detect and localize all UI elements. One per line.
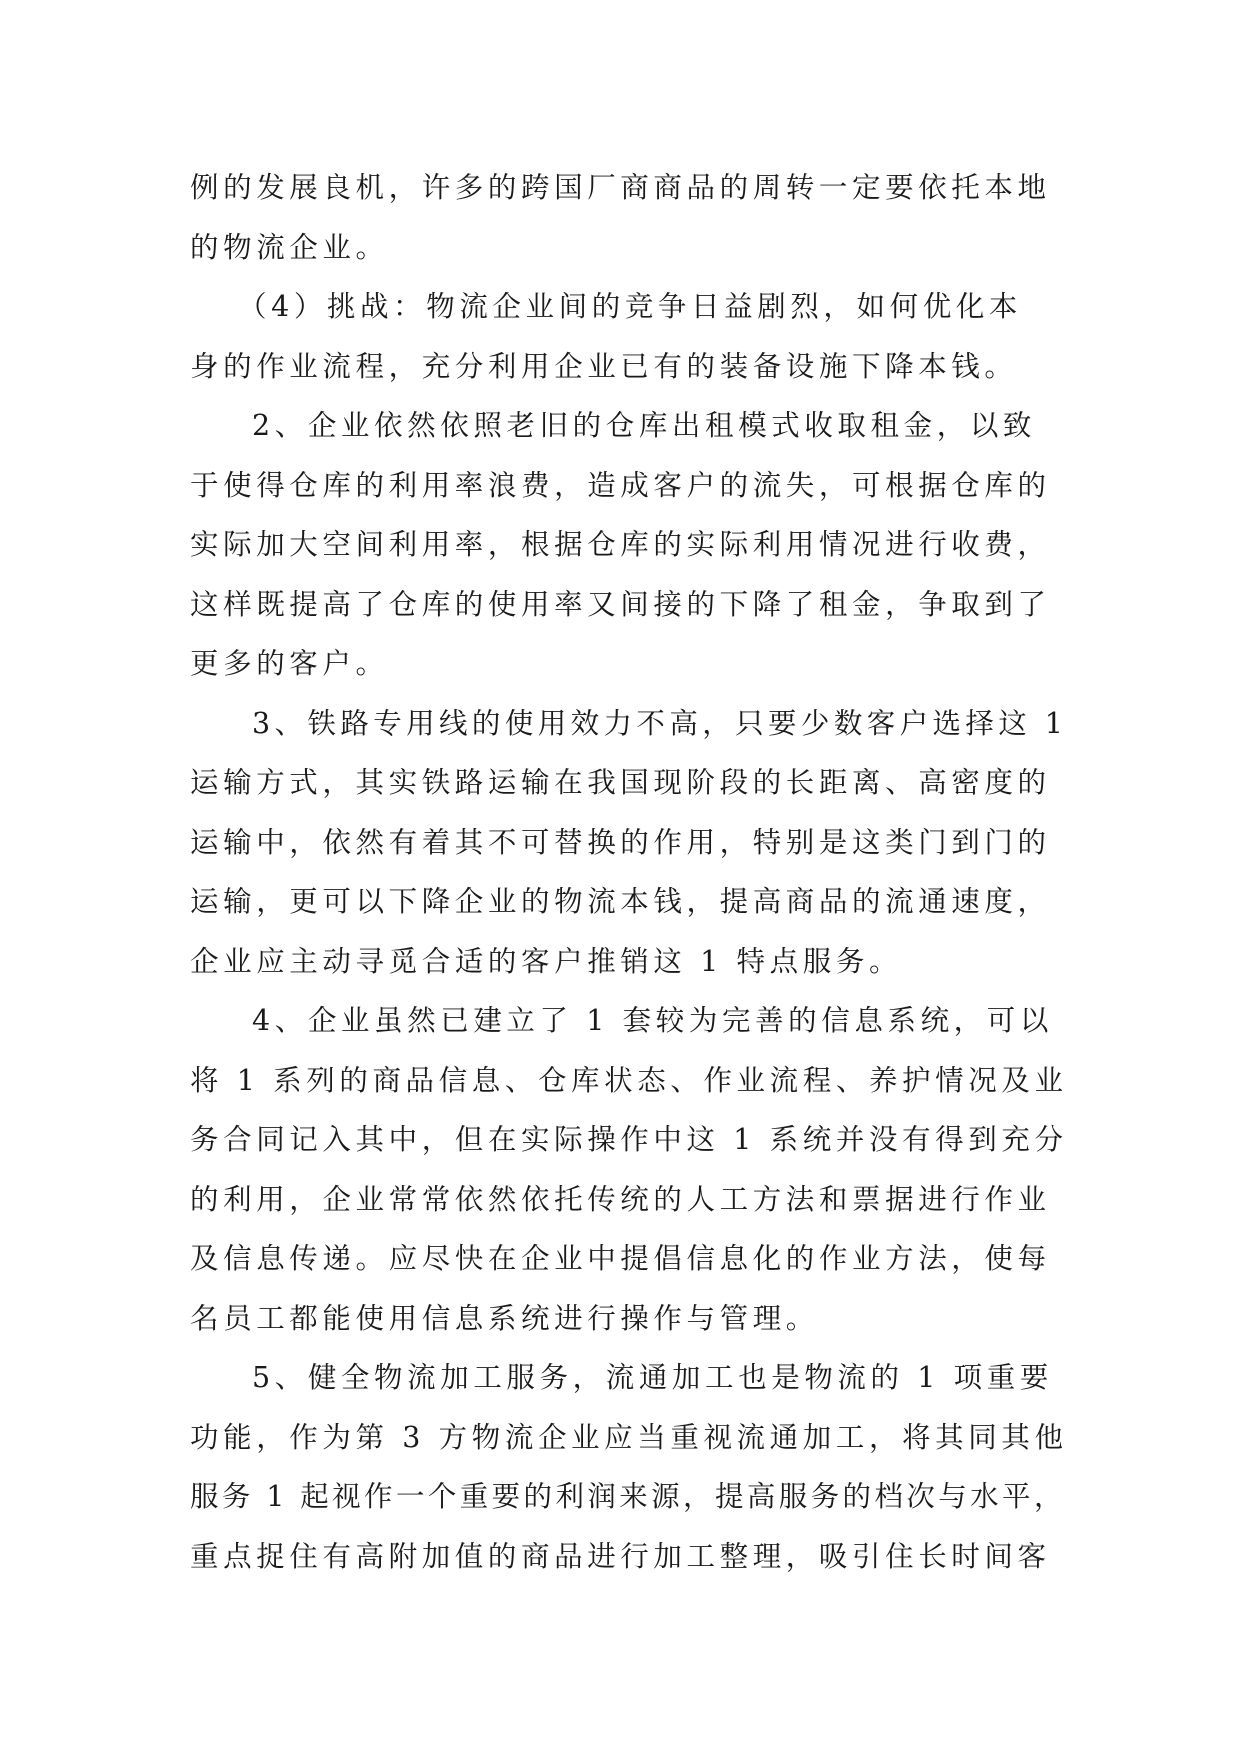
text-line: 运输中，依然有着其不可替换的作用，特别是这类门到门的 (190, 825, 1051, 859)
text-line: 服务 1 起视作一个重要的利润来源，提高服务的档次与水平， (190, 1480, 1066, 1513)
paragraph-start-line: 5、健全物流加工服务，流通加工也是物流的 1 项重要 (252, 1361, 1053, 1394)
text-line: 于使得仓库的利用率浪费，造成客户的流失，可根据仓库的 (190, 468, 1051, 502)
paragraph-start-line: （4）挑战：物流企业间的竞争日益剧烈，如何优化本 (238, 290, 1023, 323)
text-line: 更多的客户。 (190, 647, 389, 680)
paragraph-start-line: 2、企业依然依照老旧的仓库出租模式收取租金，以致 (252, 409, 1037, 442)
paragraph-start-line: 3、铁路专用线的使用效力不高，只要少数客户选择这 1 (252, 706, 1068, 740)
text-line: 运输，更可以下降企业的物流本钱，提高商品的流通速度， (190, 885, 1051, 918)
text-line: 例的发展良机，许多的跨国厂商商品的周转一定要依托本地 (190, 171, 1051, 204)
text-line: 功能，作为第 3 方物流企业应当重视流通加工，将其同其他 (190, 1420, 1068, 1454)
text-line: 名员工都能使用信息系统进行操作与管理。 (190, 1301, 819, 1335)
text-line: 运输方式，其实铁路运输在我国现阶段的长距离、高密度的 (190, 766, 1051, 799)
text-line: 实际加大空间利用率，根据仓库的实际利用情况进行收费， (190, 528, 1051, 561)
text-line: 重点捉住有高附加值的商品进行加工整理，吸引住长时间客 (190, 1539, 1051, 1573)
text-line: 身的作业流程，充分利用企业已有的装备设施下降本钱。 (190, 349, 1018, 383)
text-line: 这样既提高了仓库的使用率又间接的下降了租金，争取到了 (190, 587, 1051, 621)
text-line: 的物流企业。 (190, 230, 389, 264)
text-line: 务合同记入其中，但在实际操作中这 1 系统并没有得到充分 (190, 1123, 1068, 1156)
text-line: 企业应主动寻觅合适的客户推销这 1 特点服务。 (190, 944, 903, 978)
text-line: 将 1 系列的商品信息、仓库状态、作业流程、养护情况及业 (190, 1063, 1068, 1097)
text-line: 的利用，企业常常依然依托传统的人工方法和票据进行作业 (190, 1182, 1051, 1216)
body-text (190, 158, 1070, 1586)
text-line: 及信息传递。应尽快在企业中提倡信息化的作业方法，使每 (190, 1242, 1051, 1275)
paragraph-start-line: 4、企业虽然已建立了 1 套较为完善的信息系统，可以 (252, 1004, 1053, 1037)
